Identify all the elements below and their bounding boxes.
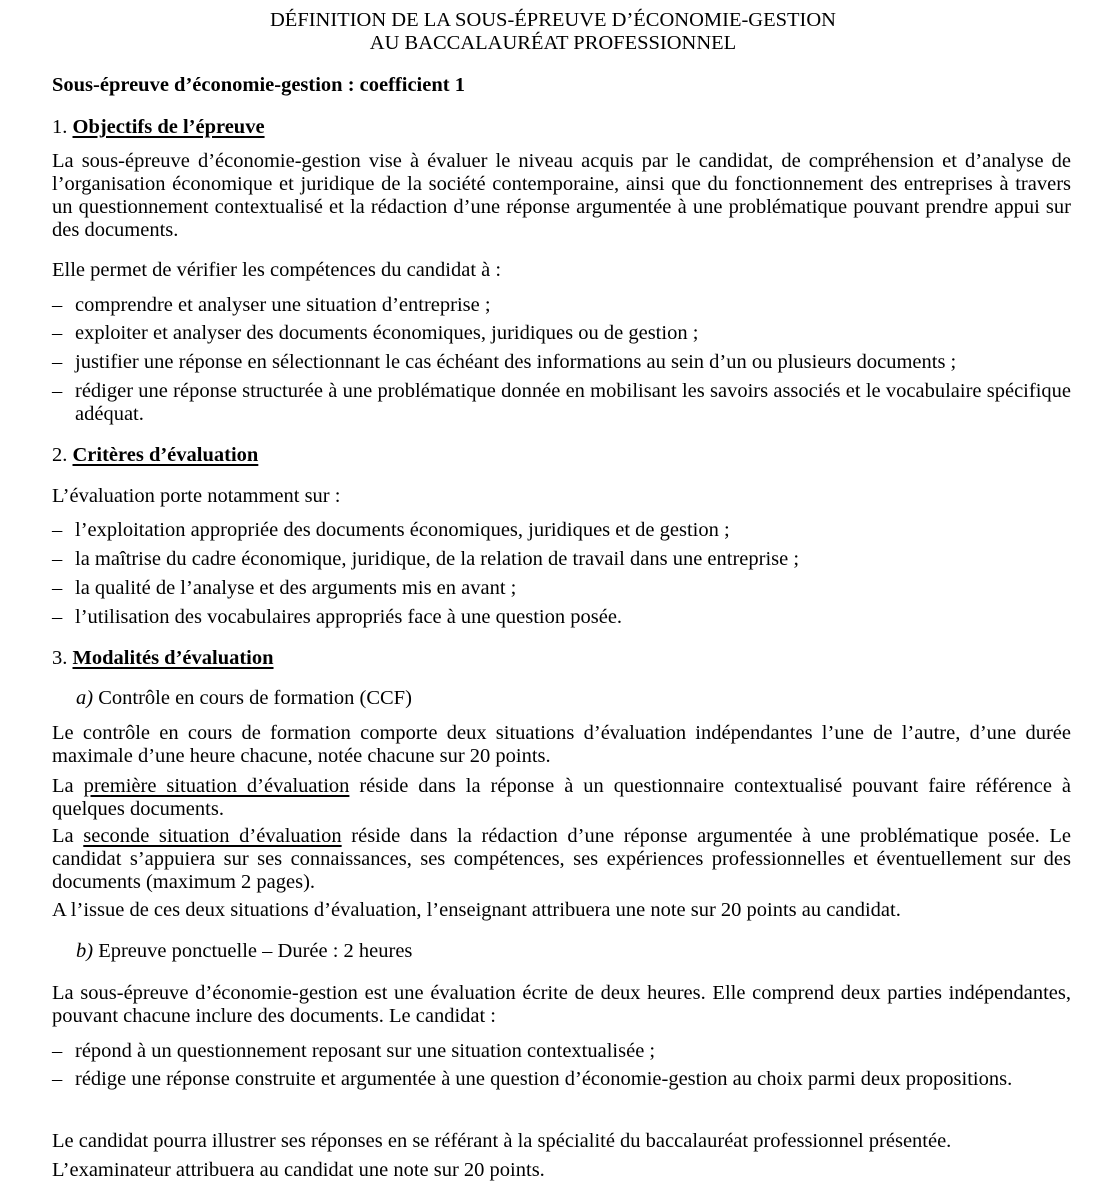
subsection-a-heading [76, 687, 412, 710]
first-evaluation-situation: première situation d’évaluation [83, 775, 350, 797]
section-2-title: Critères d’évaluation [72, 444, 259, 466]
list-item [52, 294, 1071, 317]
ccf-paragraph-2 [52, 775, 1071, 821]
ponctuelle-paragraph-1: La sous-épreuve d’économie-gestion est une évaluation écrite de deux heures. Elle comprend deux parties indépendantes, pouvant chacune inclure des documents. Le candidat : [52, 982, 1071, 1027]
section-2-heading [52, 444, 258, 467]
subsection-b-label: b) [76, 940, 94, 962]
subsection-a-title: Contrôle en cours de formation (CCF) [98, 687, 412, 709]
list-item-text: justifier une réponse en sélectionnant le cas échéant des informations au sein d’un ou plusieurs documents ; [75, 351, 957, 373]
list-dash: – [52, 519, 63, 541]
subsection-b-title: Epreuve ponctuelle – Durée : 2 heures [98, 940, 413, 962]
list-item-text: la maîtrise du cadre économique, juridique, de la relation de travail dans une entreprise ; [75, 548, 800, 570]
ccf-paragraph-3-prefix: La [52, 825, 84, 847]
list-dash: – [52, 380, 63, 402]
ccf-paragraph-4: A l’issue de ces deux situations d’évaluation, l’enseignant attribuera une note sur 20 points au candidat. [52, 899, 901, 921]
section-1-intro: Elle permet de vérifier les compétences du candidat à : [52, 259, 502, 281]
section-2-intro: L’évaluation porte notamment sur : [52, 485, 341, 507]
section-2-number: 2. [52, 444, 68, 466]
section-1-paragraph: La sous-épreuve d’économie-gestion vise à évaluer le niveau acquis par le candidat, de compréhension et d’analyse de l’organisation économique et juridique de la société contemporaine, ainsi que du fonctionnement des entreprises à travers un questionnement contextualisé et la rédaction d’une réponse argumentée à une problématique pouvant prendre appui sur des documents. [52, 150, 1071, 241]
ponctuelle-paragraph-2: Le candidat pourra illustrer ses réponses en se référant à la spécialité du baccalauréat professionnel présentée. [52, 1130, 952, 1152]
list-item-text: rédiger une réponse structurée à une problématique donnée en mobilisant les savoirs associés et le vocabulaire spécifique adéquat. [75, 380, 1071, 425]
list-item [52, 322, 1071, 345]
list-dash: – [52, 1068, 63, 1090]
list-item [52, 351, 1071, 374]
list-item [52, 519, 1071, 542]
list-item-text: exploiter et analyser des documents économiques, juridiques ou de gestion ; [75, 322, 699, 344]
section-3-heading [52, 647, 274, 670]
document-subtitle: Sous-épreuve d’économie-gestion : coefficient 1 [52, 74, 465, 96]
section-1-number: 1. [52, 116, 68, 138]
list-item [52, 606, 1071, 629]
ponctuelle-paragraph-3: L’examinateur attribuera au candidat une note sur 20 points. [52, 1159, 545, 1181]
list-item [52, 380, 1071, 426]
list-dash: – [52, 577, 63, 599]
subsection-b-heading [76, 940, 412, 963]
second-evaluation-situation: seconde situation d’évaluation [83, 825, 342, 847]
list-item-text: répond à un questionnement reposant sur une situation contextualisée ; [75, 1040, 656, 1062]
list-item [52, 548, 1071, 571]
list-item [52, 1040, 1071, 1063]
list-dash: – [52, 1040, 63, 1062]
list-dash: – [52, 548, 63, 570]
list-dash: – [52, 294, 63, 316]
list-item-text: l’utilisation des vocabulaires appropriés face à une question posée. [75, 606, 623, 628]
list-item [52, 577, 1071, 600]
section-3-title: Modalités d’évaluation [72, 647, 274, 669]
section-1-heading [52, 116, 265, 139]
ccf-paragraph-3-suffix: réside dans la rédaction d’une réponse argumentée à une problématique posée. Le candidat s’appuiera sur ses connaissances, ses compétences, ses expériences professionnelles et éventuellement sur des documents (maximum 2 pages). [52, 825, 1072, 893]
ccf-paragraph-3 [52, 825, 1071, 894]
ccf-paragraph-2-suffix: réside dans la réponse à un questionnaire contextualisé pouvant faire référence à quelques documents. [52, 775, 1071, 820]
section-3-number: 3. [52, 647, 68, 669]
ccf-paragraph-2-prefix: La [52, 775, 84, 797]
list-item-text: comprendre et analyser une situation d’entreprise ; [75, 294, 491, 316]
ccf-paragraph-1: Le contrôle en cours de formation comporte deux situations d’évaluation indépendantes l’une de l’autre, d’une durée maximale d’une heure chacune, notée chacune sur 20 points. [52, 722, 1071, 767]
subsection-a-label: a) [76, 687, 94, 709]
document-title-line-1: DÉFINITION DE LA SOUS-ÉPREUVE D’ÉCONOMIE-GESTION [270, 9, 836, 31]
list-dash: – [52, 322, 63, 344]
list-item-text: la qualité de l’analyse et des arguments mis en avant ; [75, 577, 517, 599]
document-title-line-2: AU BACCALAURÉAT PROFESSIONNEL [369, 32, 737, 54]
list-dash: – [52, 606, 63, 628]
list-dash: – [52, 351, 63, 373]
list-item-text: l’exploitation appropriée des documents économiques, juridiques et de gestion ; [75, 519, 730, 541]
list-item [52, 1068, 1071, 1091]
section-1-title: Objectifs de l’épreuve [72, 116, 265, 138]
list-item-text: rédige une réponse construite et argumentée à une question d’économie-gestion au choix parmi deux propositions. [75, 1068, 1013, 1090]
